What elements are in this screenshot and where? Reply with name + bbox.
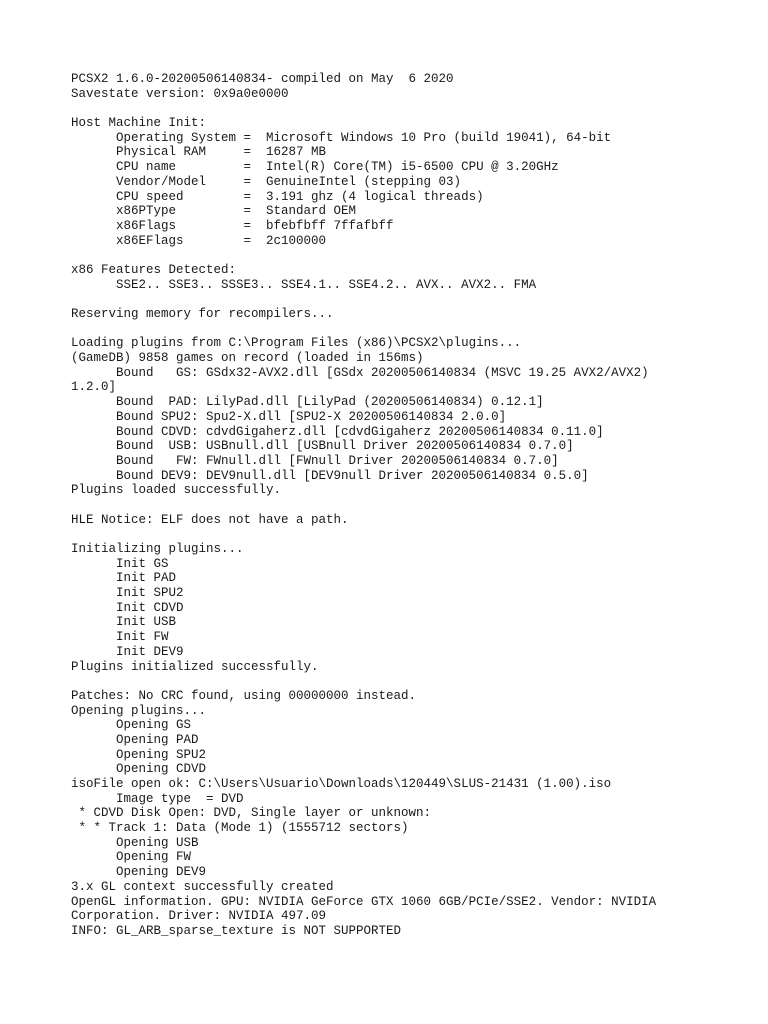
log-line: CPU name = Intel(R) Core(TM) i5-6500 CPU @ 3.20GHz — [71, 160, 559, 175]
log-line: Bound SPU2: Spu2-X.dll [SPU2-X 20200506140834 2.0.0] — [71, 409, 507, 424]
log-line: Bound PAD: LilyPad.dll [LilyPad (20200506140834) 0.12.1] — [71, 395, 544, 410]
log-line: Init CDVD — [71, 600, 184, 615]
log-line: Host Machine Init: — [71, 116, 207, 131]
log-line: Operating System = Microsoft Windows 10 Pro (build 19041), 64-bit — [71, 130, 612, 145]
log-line: Plugins initialized successfully. — [71, 659, 319, 674]
log-line — [71, 527, 671, 542]
log-line: Opening plugins... — [71, 703, 207, 718]
log-line: x86EFlags = 2c100000 — [71, 233, 327, 248]
log-line: Initializing plugins... — [71, 542, 244, 556]
log-line: Bound FW: FWnull.dll [FWnull Driver 20200506140834 0.7.0] — [71, 453, 559, 468]
log-line — [71, 101, 671, 116]
log-line: SSE2.. SSE3.. SSSE3.. SSE4.1.. SSE4.2.. AVX.. AVX2.. FMA — [71, 277, 537, 292]
log-line: Corporation. Driver: NVIDIA 497.09 — [71, 909, 327, 924]
log-line: OpenGL information. GPU: NVIDIA GeForce GTX 1060 6GB/PCIe/SSE2. Vendor: NVIDIA — [71, 894, 657, 909]
log-line: Reserving memory for recompilers... — [71, 307, 334, 321]
log-line: Patches: No CRC found, using 00000000 instead. — [71, 688, 417, 703]
log-line: Loading plugins from C:\Program Files (x86)\PCSX2\plugins... — [71, 336, 522, 351]
log-line: 1.2.0] — [71, 380, 117, 395]
log-line: * CDVD Disk Open: DVD, Single layer or unknown: — [71, 806, 432, 821]
log-line: Opening DEV9 — [71, 865, 207, 880]
log-line: Savestate version: 0x9a0e0000 — [71, 86, 289, 101]
log-line: Init FW — [71, 630, 169, 645]
log-line: x86 Features Detected: — [71, 262, 237, 277]
log-line: Init USB — [71, 615, 177, 630]
log-line: CPU speed = 3.191 ghz (4 logical threads) — [71, 189, 484, 204]
log-line: Opening FW — [71, 850, 192, 865]
log-line: Physical RAM = 16287 MB — [71, 145, 327, 160]
log-line: x86PType = Standard OEM — [71, 204, 357, 219]
log-line — [71, 292, 671, 307]
log-line: Vendor/Model = GenuineIntel (stepping 03) — [71, 174, 462, 189]
log-line: Opening GS — [71, 718, 192, 733]
log-line: Init GS — [71, 556, 169, 571]
log-line: Plugins loaded successfully. — [71, 483, 282, 498]
log-line: Init SPU2 — [71, 586, 184, 601]
log-line: Opening SPU2 — [71, 747, 207, 762]
log-line: * * Track 1: Data (Mode 1) (1555712 sectors) — [71, 821, 409, 836]
log-line: INFO: GL_ARB_sparse_texture is NOT SUPPORTED — [71, 923, 402, 938]
log-line: Opening USB — [71, 835, 199, 850]
log-line: Bound GS: GSdx32-AVX2.dll [GSdx 20200506140834 (MSVC 19.25 AVX2/AVX2) — [71, 365, 649, 380]
log-line — [71, 498, 671, 513]
log-line — [71, 322, 671, 337]
log-line: (GameDB) 9858 games on record (loaded in 156ms) — [71, 351, 424, 366]
log-line: isoFile open ok: C:\Users\Usuario\Downloads\120449\SLUS-21431 (1.00).iso — [71, 777, 612, 791]
log-line: Bound CDVD: cdvdGigaherz.dll [cdvdGigaherz 20200506140834 0.11.0] — [71, 424, 604, 439]
log-line: Bound USB: USBnull.dll [USBnull Driver 20200506140834 0.7.0] — [71, 439, 574, 454]
log-line: x86Flags = bfebfbff 7ffafbff — [71, 218, 394, 233]
log-line: Init DEV9 — [71, 644, 184, 659]
log-line: Opening CDVD — [71, 762, 207, 777]
log-line: 3.x GL context successfully created — [71, 879, 334, 894]
log-line — [71, 248, 671, 263]
log-line: Init PAD — [71, 571, 177, 586]
log-line: Bound DEV9: DEV9null.dll [DEV9null Driver 20200506140834 0.5.0] — [71, 468, 589, 483]
log-line: PCSX2 1.6.0-20200506140834- compiled on May 6 2020 — [71, 72, 454, 86]
log-line: Opening PAD — [71, 732, 199, 747]
log-output — [71, 72, 671, 939]
log-line — [71, 674, 671, 689]
log-line: HLE Notice: ELF does not have a path. — [71, 512, 349, 527]
log-line: Image type = DVD — [71, 791, 244, 806]
